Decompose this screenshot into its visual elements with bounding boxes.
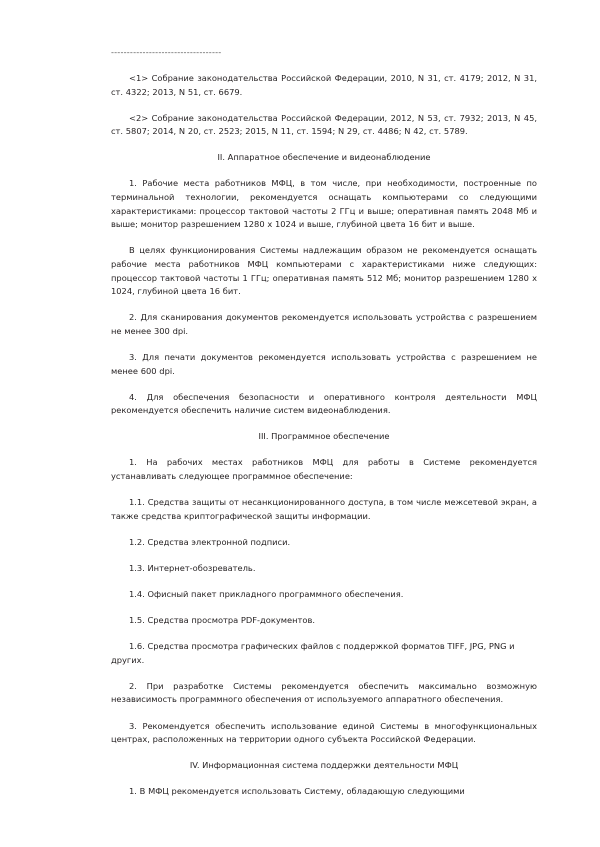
list-item-1-5: 1.5. Средства просмотра PDF-документов. bbox=[129, 615, 315, 626]
list-item-1-1: 1.1. Средства защиты от несанкционированного доступа, в том числе межсетевой экран, а также средства криптографической защиты информации. bbox=[111, 497, 537, 521]
list-item-1-2: 1.2. Средства электронной подписи. bbox=[129, 536, 291, 547]
section-heading-iii: III. Программное обеспечение bbox=[258, 431, 390, 442]
document-body bbox=[111, 48, 537, 799]
paragraph-iii-2: 2. При разработке Системы рекомендуется обеспечить максимально возможную независимость программного обеспечения от используемого аппаратного обеспечения. bbox=[111, 680, 537, 705]
paragraph-ii-3: 2. Для сканирования документов рекомендуется использовать устройства с разрешением не менее 300 dpi. bbox=[111, 312, 537, 336]
footnote-1: <1> Собрание законодательства Российской Федерации, 2010, N 31, ст. 4179; 2012, N 31, ст. 4322; 2013, N 51, ст. 6679. bbox=[111, 73, 537, 97]
footnote-separator: ----------------------------------- bbox=[111, 48, 222, 57]
section-heading-ii: II. Аппаратное обеспечение и видеонаблюдение bbox=[217, 152, 431, 163]
paragraph-ii-5: 4. Для обеспечения безопасности и оперативного контроля деятельности МФЦ рекомендуется обеспечить наличие систем видеонаблюдения. bbox=[111, 391, 537, 416]
paragraph-iii-1: 1. На рабочих местах работников МФЦ для работы в Системе рекомендуется устанавливать следующее программное обеспечение: bbox=[111, 457, 537, 481]
paragraph-ii-4: 3. Для печати документов рекомендуется использовать устройства с разрешением не менее 600 dpi. bbox=[111, 351, 537, 376]
section-heading-iv: IV. Информационная система поддержки деятельности МФЦ bbox=[189, 760, 459, 771]
list-item-1-6: 1.6. Средства просмотра графических файлов с поддержкой форматов TIFF, JPG, PNG и других. bbox=[111, 641, 515, 665]
paragraph-ii-1: 1. Рабочие места работников МФЦ, в том числе, при необходимости, построенные по терминальной технологии, рекомендуется оснащать компьютерами со следующими характеристиками: процессор тактовой частоты 2 ГГц и выше; оперативная память 2048 Мб и выше; монитор разрешением 1280 x 1024 и выше, глубиной цвета 16 бит и выше. bbox=[111, 178, 537, 230]
paragraph-iv-1: 1. В МФЦ рекомендуется использовать Систему, обладающую следующими bbox=[129, 786, 465, 797]
document-blocks bbox=[111, 72, 537, 799]
paragraph-iii-3: 3. Рекомендуется обеспечить использование единой Системы в многофункциональных центрах, расположенных на территории одного субъекта Российской Федерации. bbox=[111, 720, 537, 745]
footnote-2: <2> Собрание законодательства Российской Федерации, 2012, N 53, ст. 7932; 2013, N 45, ст. 5807; 2014, N 20, ст. 2523; 2015, N 11, ст. 1594; N 29, ст. 4486; N 42, ст. 5789. bbox=[111, 112, 537, 137]
list-item-1-4: 1.4. Офисный пакет прикладного программного обеспечения. bbox=[129, 588, 404, 599]
list-item-1-3: 1.3. Интернет-обозреватель. bbox=[129, 562, 256, 573]
paragraph-ii-2: В целях функционирования Системы надлежащим образом не рекомендуется оснащать рабочие места работников МФЦ компьютерами с характеристиками ниже следующих: процессор тактовой частоты 1 ГГц; оперативная память 512 Мб; монитор разрешением 1280 x 1024, глубиной цвета 16 бит. bbox=[111, 245, 537, 297]
